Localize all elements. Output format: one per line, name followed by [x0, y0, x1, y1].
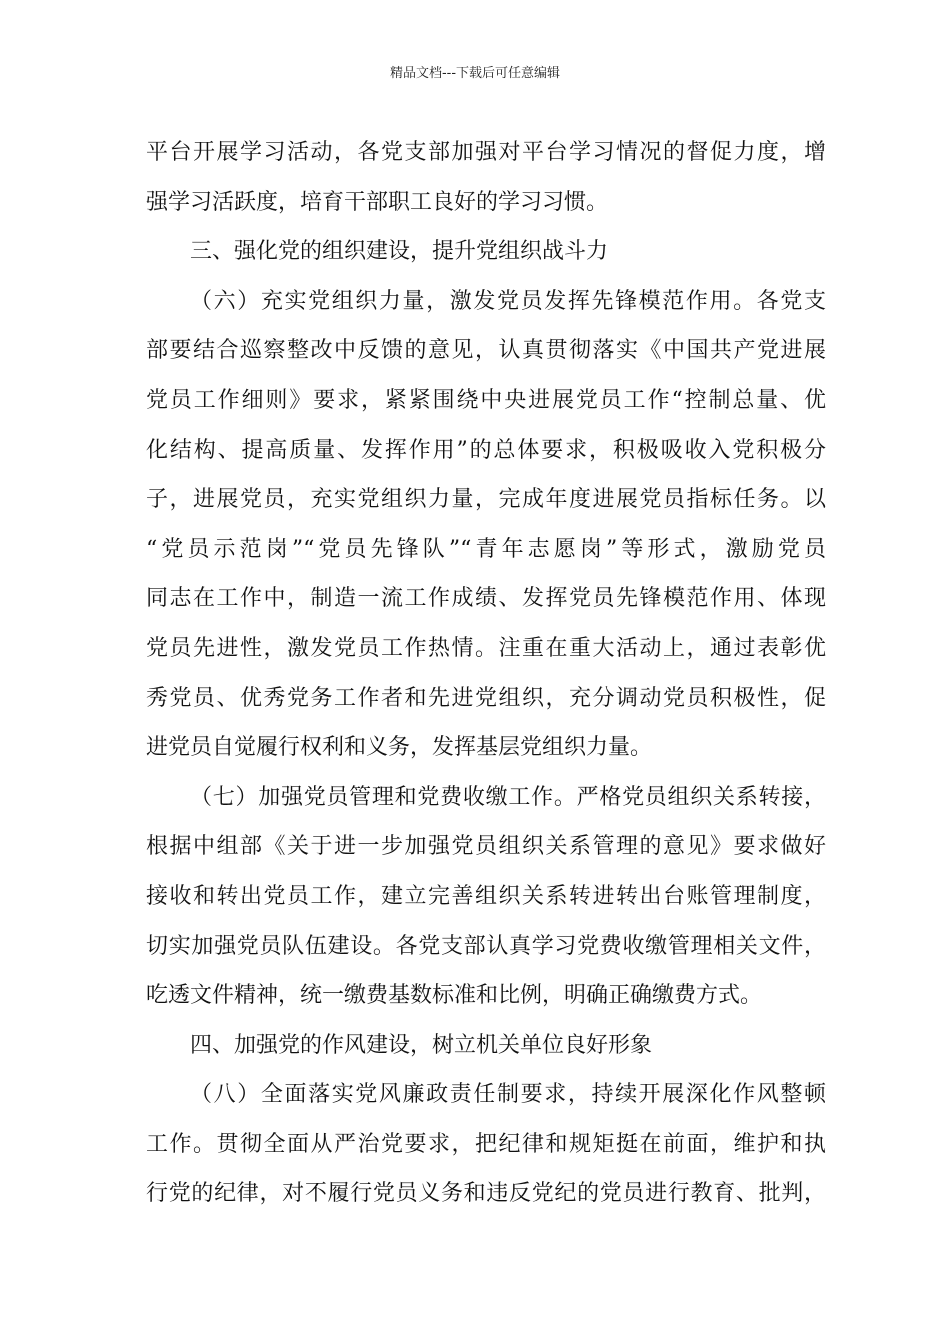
- paragraph-line: （七）加强党员管理和党费收缴工作。严格党员组织关系转接，: [190, 784, 826, 810]
- paragraph-line: 进党员自觉履行权利和义务，发挥基层党组织力量。: [146, 735, 653, 761]
- paragraph-line: 行党的纪律，对不履行党员义务和违反党纪的党员进行教育、批判，: [146, 1181, 826, 1207]
- paragraph-line: 吃透文件精神，统一缴费基数标准和比例，明确正确缴费方式。: [146, 983, 763, 1009]
- document-body: [146, 128, 826, 1219]
- paragraph-line: 秀党员、优秀党务工作者和先进党组织，充分调动党员积极性，促: [146, 685, 826, 711]
- paragraph-line: 切实加强党员队伍建设。各党支部认真学习党费收缴管理相关文件，: [146, 933, 826, 959]
- paragraph-line: 强学习活跃度，培育干部职工良好的学习习惯。: [146, 189, 609, 215]
- paragraph-line: 工作。贯彻全面从严治党要求，把纪律和规矩挺在前面，维护和执: [146, 1131, 826, 1157]
- paragraph-line: （八）全面落实党风廉政责任制要求，持续开展深化作风整顿: [190, 1082, 826, 1108]
- paragraph-line: 平台开展学习活动，各党支部加强对平台学习情况的督促力度，增: [146, 140, 826, 165]
- section-heading: 三、强化党的组织建设，提升党组织战斗力: [190, 239, 609, 265]
- paragraph-line: “党员示范岗”“党员先锋队”“青年志愿岗”等形式，激励党员: [146, 536, 826, 562]
- paragraph-line: （六）充实党组织力量，激发党员发挥先锋模范作用。各党支: [190, 288, 826, 314]
- page-header: 精品文档---下载后可任意编辑: [389, 66, 561, 81]
- paragraph-line: 党员先进性，激发党员工作热情。注重在重大活动上，通过表彰优: [146, 635, 826, 661]
- paragraph-line: 根据中组部《关于进一步加强党员组织关系管理的意见》要求做好: [146, 834, 826, 860]
- paragraph-line: 党员工作细则》要求，紧紧围绕中央进展党员工作“控制总量、优: [146, 387, 826, 413]
- section-heading: 四、加强党的作风建设，树立机关单位良好形象: [190, 1032, 653, 1058]
- paragraph-line: 同志在工作中，制造一流工作成绩、发挥党员先锋模范作用、体现: [146, 586, 826, 612]
- paragraph-line: 接收和转出党员工作，建立完善组织关系转进转出台账管理制度，: [146, 883, 826, 909]
- paragraph-line: 部要结合巡察整改中反馈的意见，认真贯彻落实《中国共产党进展: [146, 338, 826, 364]
- paragraph-line: 化结构、提高质量、发挥作用”的总体要求，积极吸收入党积极分: [146, 437, 826, 463]
- paragraph-line: 子，进展党员，充实党组织力量，完成年度进展党员指标任务。以: [146, 487, 826, 513]
